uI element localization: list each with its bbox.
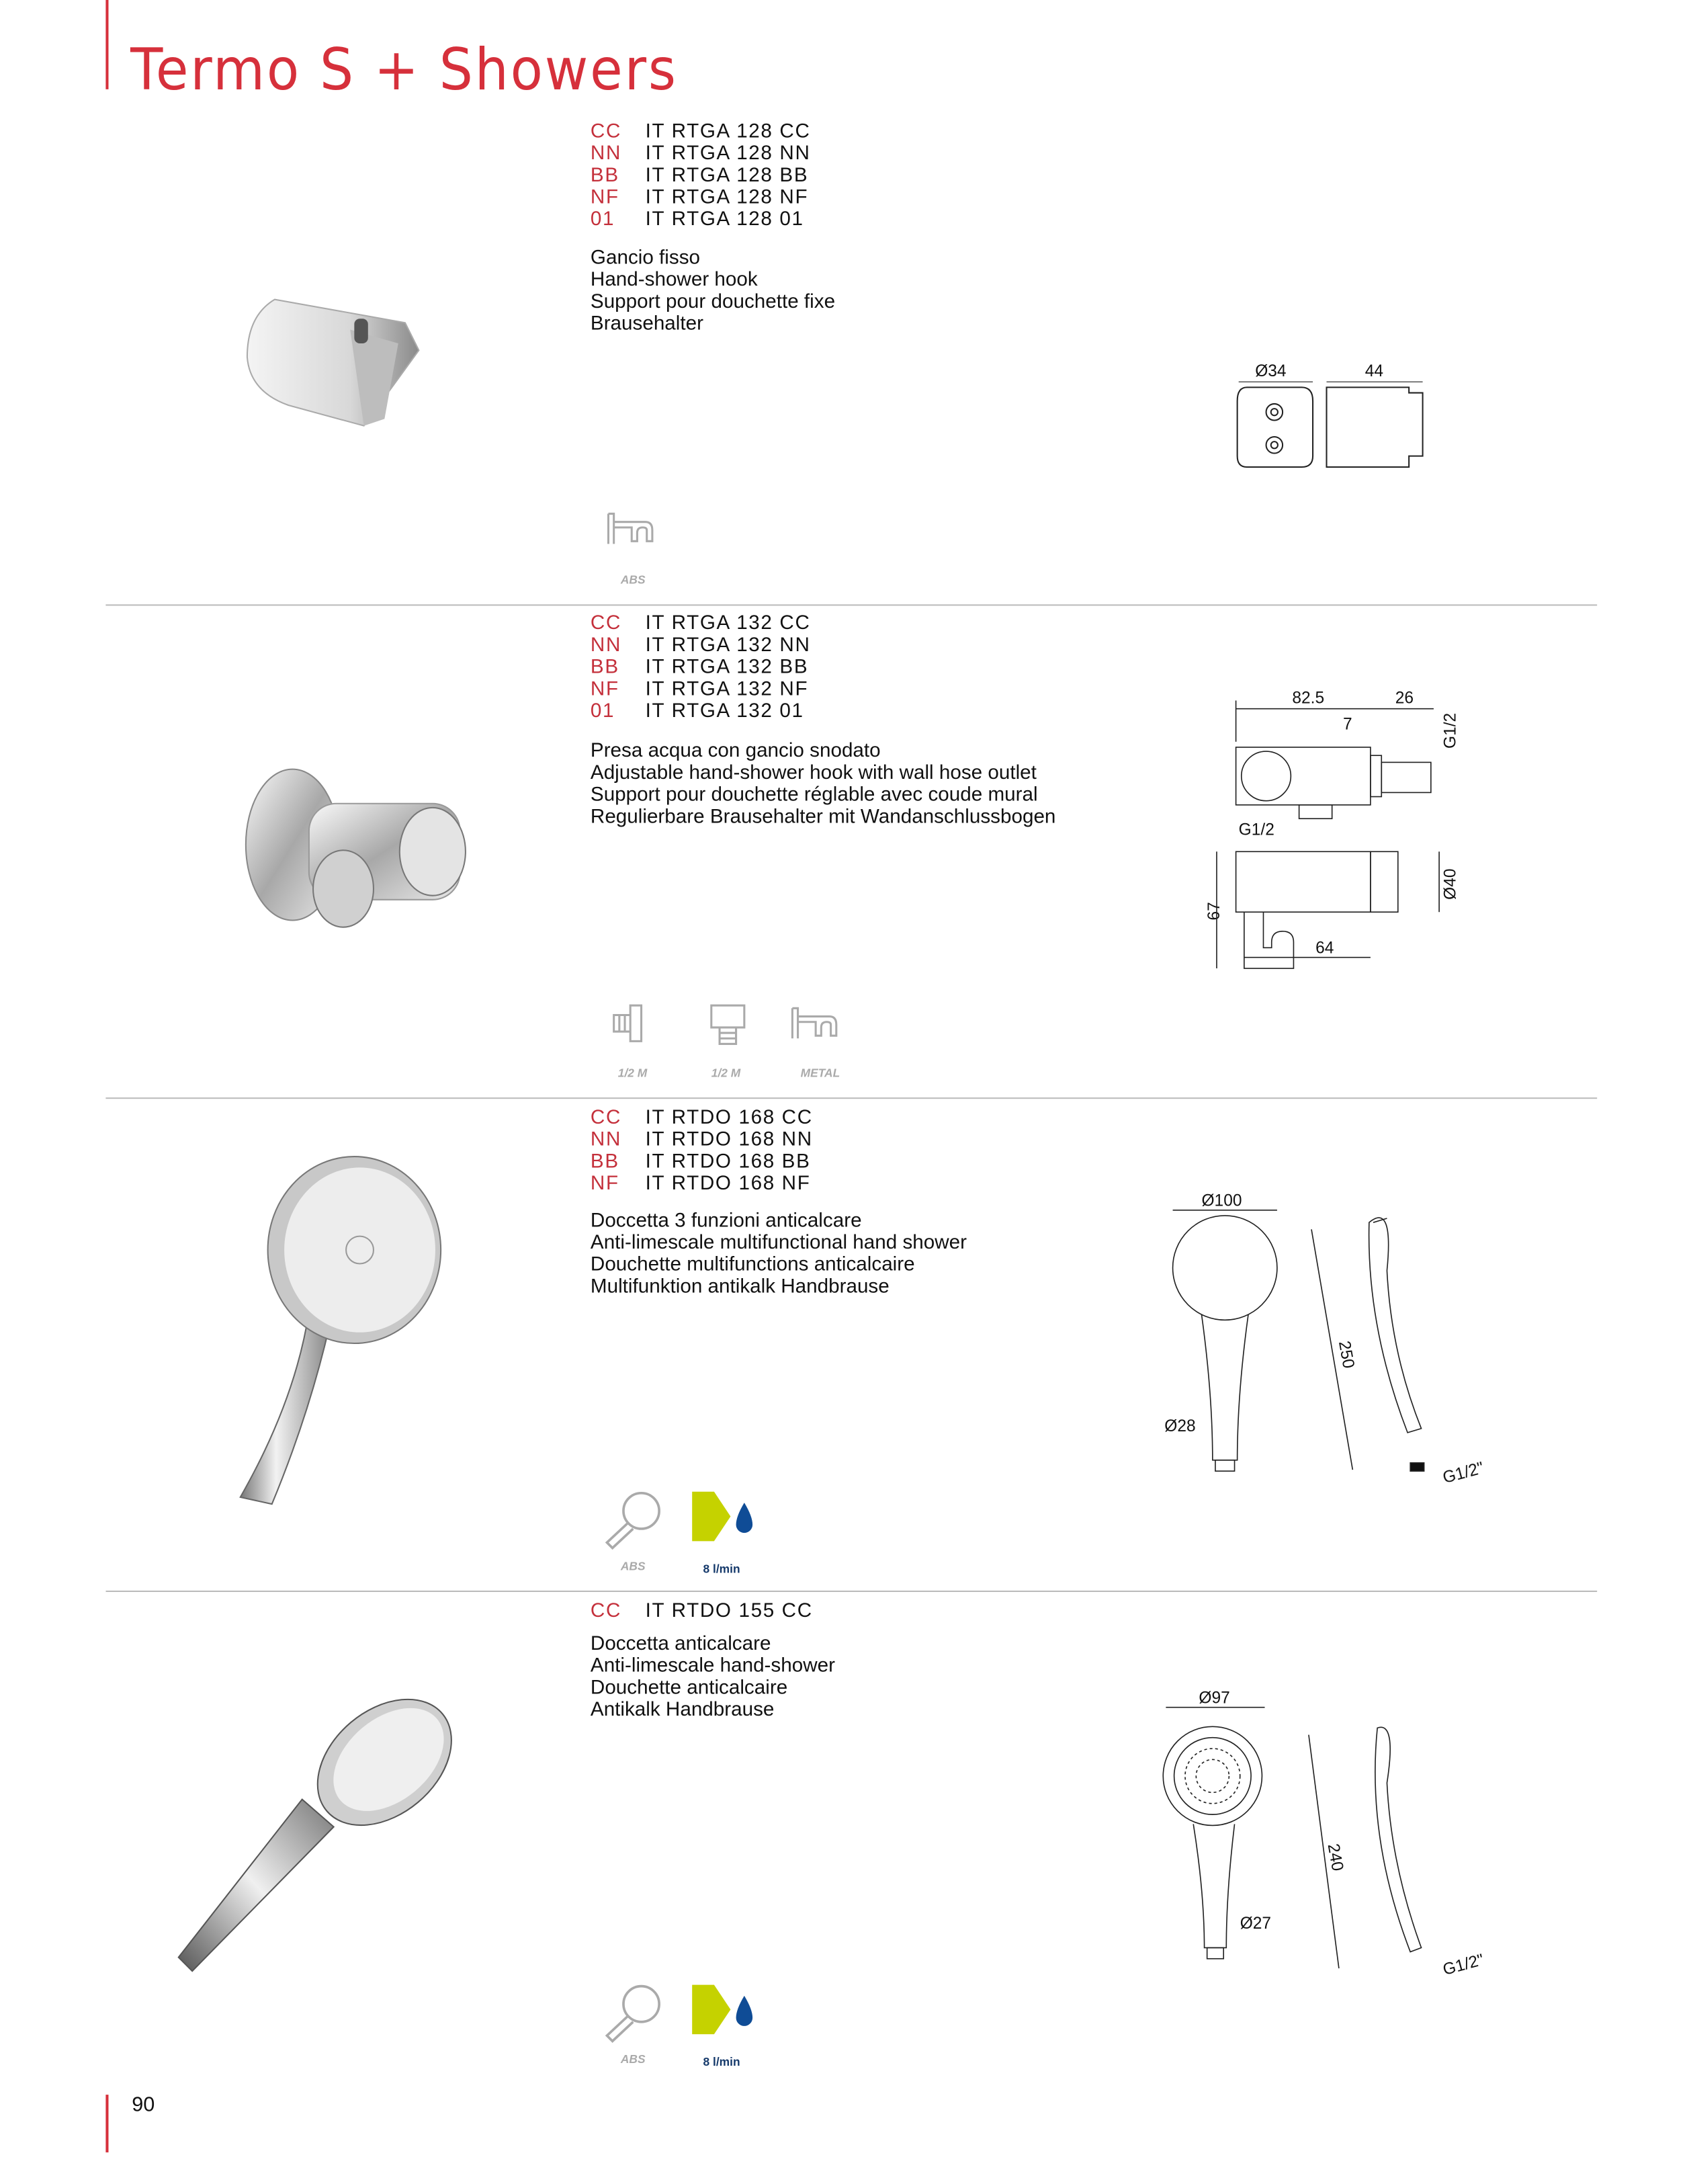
description-fr: Douchette anticalcaire xyxy=(590,1677,788,1699)
technical-drawing-hand-shower xyxy=(1160,1687,1504,1989)
dimension-label: 64 xyxy=(1315,939,1334,958)
description-fr: Support pour douchette réglable avec coude mural xyxy=(590,784,1038,806)
dimension-label: 67 xyxy=(1205,902,1224,921)
hand-shower-icon xyxy=(604,1489,662,1552)
flow-rate-label: 8 l/min xyxy=(703,2054,740,2069)
finish-code: CC xyxy=(590,120,622,143)
description-en: Anti-limescale multifunctional hand shower xyxy=(590,1232,967,1255)
description-de: Antikalk Handbrause xyxy=(590,1699,775,1722)
section-divider xyxy=(105,604,1597,605)
finish-code: BB xyxy=(590,165,619,187)
dimension-label: Ø27 xyxy=(1240,1914,1272,1933)
dimension-label: Ø34 xyxy=(1255,362,1287,381)
water-drop-icon xyxy=(736,1996,753,2026)
article-code: IT RTDO 168 NN xyxy=(645,1129,813,1151)
description-fr: Support pour douchette fixe xyxy=(590,291,836,314)
dimension-label: G1/2 xyxy=(1238,821,1274,839)
article-code: IT RTGA 132 01 xyxy=(645,700,804,723)
dimension-label: 240 xyxy=(1324,1842,1347,1873)
article-code: IT RTDO 168 BB xyxy=(645,1150,811,1173)
product-codes xyxy=(591,1107,813,1195)
hook-icon xyxy=(791,1005,840,1041)
thread-label: 1/2 M xyxy=(617,1066,648,1080)
male-thread-down-icon xyxy=(707,1003,748,1046)
product-description xyxy=(591,1633,835,1721)
description-de: Multifunktion antikalk Handbrause xyxy=(590,1275,890,1298)
finish-code: NN xyxy=(590,634,622,657)
article-code: IT RTDO 168 NF xyxy=(645,1173,811,1195)
description-fr: Douchette multifunctions anticalcaire xyxy=(590,1254,915,1276)
article-code: IT RTGA 128 NF xyxy=(645,186,809,209)
article-code: IT RTDO 155 CC xyxy=(645,1600,813,1622)
footer-accent-bar xyxy=(105,2095,108,2152)
dimension-label: Ø28 xyxy=(1164,1417,1196,1435)
article-code: IT RTGA 132 BB xyxy=(645,657,809,679)
description-it: Doccetta 3 funzioni anticalcare xyxy=(590,1210,862,1232)
finish-code: NN xyxy=(590,142,622,165)
finish-code: BB xyxy=(590,657,619,679)
finish-code: NF xyxy=(590,1173,619,1195)
male-thread-side-icon xyxy=(611,1003,652,1044)
description-en: Adjustable hand-shower hook with wall hose outlet xyxy=(590,762,1037,785)
description-en: Hand-shower hook xyxy=(590,269,758,292)
dimension-label: G1/2 xyxy=(1441,712,1460,749)
article-code: IT RTGA 132 NN xyxy=(645,634,811,657)
page-number: 90 xyxy=(132,2093,155,2117)
article-code: IT RTGA 128 BB xyxy=(645,165,809,187)
product-codes xyxy=(591,613,811,723)
finish-code: NF xyxy=(590,186,619,209)
product-description xyxy=(591,247,835,335)
description-de: Brausehalter xyxy=(590,313,703,335)
finish-code: CC xyxy=(590,612,622,635)
finish-code: CC xyxy=(590,1600,622,1622)
page-title: Termo S + Showers xyxy=(130,36,678,103)
header-accent-bar xyxy=(105,0,108,89)
dimension-label: G1/2" xyxy=(1440,1950,1486,1980)
article-code: IT RTGA 128 NN xyxy=(645,142,811,165)
article-code: IT RTGA 128 01 xyxy=(645,208,804,231)
description-it: Doccetta anticalcare xyxy=(590,1633,771,1656)
hook-icon xyxy=(607,511,656,546)
dimension-label: 7 xyxy=(1343,715,1352,734)
material-label: ABS xyxy=(620,1558,646,1573)
dimension-label: Ø100 xyxy=(1201,1191,1242,1210)
finish-code: BB xyxy=(590,1150,619,1173)
description-en: Anti-limescale hand-shower xyxy=(590,1655,835,1677)
dimension-label: Ø97 xyxy=(1199,1689,1230,1708)
dimension-label: 250 xyxy=(1334,1339,1358,1370)
product-photo-hand-shower xyxy=(171,1696,466,1978)
dimension-label: Ø40 xyxy=(1441,868,1460,900)
material-label: ABS xyxy=(620,573,646,587)
product-codes xyxy=(591,121,811,231)
section-divider xyxy=(105,1097,1597,1099)
dimension-label: G1/2" xyxy=(1440,1459,1486,1488)
flow-rate-label: 8 l/min xyxy=(703,1562,740,1576)
article-code: IT RTGA 132 NF xyxy=(645,678,809,701)
flow-rate-icon xyxy=(691,1489,759,1544)
dimension-label: 82.5 xyxy=(1292,689,1325,708)
finish-code: 01 xyxy=(590,208,615,231)
product-description xyxy=(591,1210,967,1298)
technical-drawing-hook xyxy=(1230,360,1436,473)
material-label: METAL xyxy=(800,1066,840,1080)
product-codes xyxy=(591,1600,813,1622)
article-code: IT RTDO 168 CC xyxy=(645,1107,813,1130)
flow-rate-icon xyxy=(691,1982,759,2037)
article-code: IT RTGA 128 CC xyxy=(645,120,811,143)
finish-code: NN xyxy=(590,1129,622,1151)
material-label: ABS xyxy=(620,2052,646,2066)
dimension-label: 26 xyxy=(1395,689,1414,708)
description-de: Regulierbare Brausehalter mit Wandanschlussbogen xyxy=(590,806,1056,829)
description-it: Presa acqua con gancio snodato xyxy=(590,740,881,763)
technical-drawing-wall-outlet xyxy=(1203,687,1464,975)
technical-drawing-multifunction-shower xyxy=(1160,1188,1504,1490)
hand-shower-icon xyxy=(604,1982,662,2045)
description-it: Gancio fisso xyxy=(590,247,701,269)
dimension-label: 44 xyxy=(1365,362,1384,381)
product-photo-multifunction-shower xyxy=(233,1154,453,1525)
thread-label: 1/2 M xyxy=(711,1066,741,1080)
product-photo-wall-outlet xyxy=(241,762,474,941)
finish-code: NF xyxy=(590,678,619,701)
section-divider xyxy=(105,1591,1597,1592)
finish-code: CC xyxy=(590,1107,622,1130)
product-description xyxy=(591,741,1056,829)
finish-code: 01 xyxy=(590,700,615,723)
article-code: IT RTGA 132 CC xyxy=(645,612,811,635)
product-photo-hook xyxy=(233,288,425,439)
water-drop-icon xyxy=(736,1503,753,1533)
